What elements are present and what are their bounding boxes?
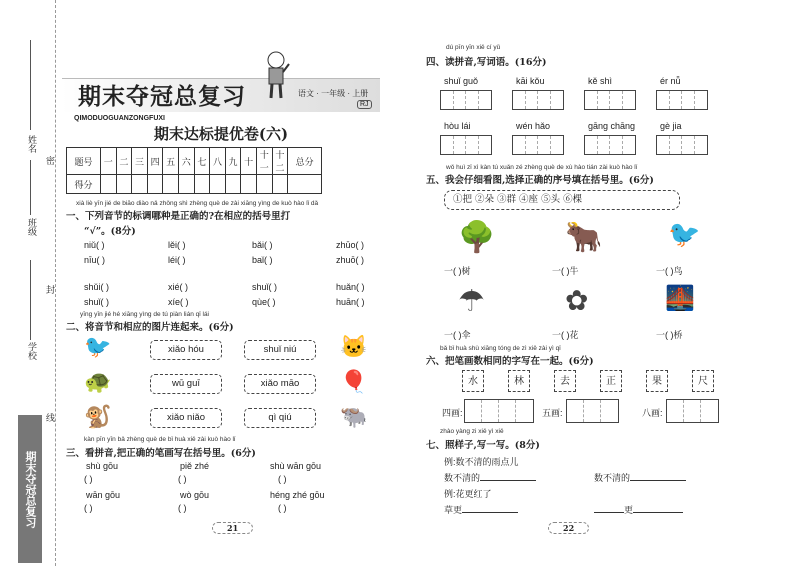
q3-paren-1[interactable]: ( ) — [84, 474, 93, 484]
q4-pinyin-word: gāng chāng — [588, 121, 636, 131]
tree-icon: 🌳 — [458, 220, 496, 255]
q1-option[interactable]: xié( ) — [168, 282, 188, 292]
five-strokes-boxes[interactable] — [566, 399, 619, 423]
score-row-label: 得分 — [67, 175, 101, 194]
q5-blank-flower[interactable]: 一( )花 — [552, 330, 579, 340]
pill-qiqiu[interactable]: qì qiú — [244, 408, 316, 428]
q4-pinyin-word: wén hǎo — [516, 121, 551, 131]
label-four-strokes: 四画: — [442, 408, 463, 418]
q1-option[interactable]: léi( ) — [168, 255, 186, 265]
score-header-cell: 六 — [178, 148, 194, 175]
pill-xiaohou[interactable]: xiǎo hóu — [150, 340, 222, 360]
score-cell[interactable] — [225, 175, 241, 194]
school-label: 学校 — [27, 342, 37, 360]
score-header-cell: 三 — [132, 148, 148, 175]
q1-option[interactable]: xíe( ) — [168, 297, 189, 307]
q1-options — [84, 240, 384, 308]
score-header-cell: 十一 — [256, 148, 272, 175]
four-strokes-boxes[interactable] — [464, 399, 534, 423]
q1-option[interactable]: shǔi( ) — [84, 282, 110, 292]
score-table — [66, 147, 322, 194]
header-title: 期末夺冠总复习 — [78, 83, 246, 109]
q3-pinyin: kàn pīn yīn bǎ zhèng què de bǐ huà xiě zài kuò hào lǐ — [84, 436, 236, 443]
name-line — [30, 40, 31, 130]
q7-example-1: 例:数不清的雨点儿 — [444, 457, 519, 467]
q6-pinyin: bǎ bǐ huà shù xiāng tóng de zì xiě zài yì qǐ — [440, 345, 561, 352]
turtle-icon: 🐢 — [84, 370, 112, 395]
header-pinyin: QIMODUOGUANZONGFUXI — [74, 115, 165, 122]
score-header-cell: 四 — [147, 148, 163, 175]
name-label: 姓名 — [27, 135, 37, 153]
q1-option[interactable]: zhūo( ) — [336, 240, 365, 250]
pill-xiaoniao[interactable]: xiǎo niǎo — [150, 408, 222, 428]
score-cell[interactable] — [288, 175, 322, 194]
q5-blank-umbrella[interactable]: 一( )伞 — [444, 330, 471, 340]
q7-pinyin: zhào yàng zi xiě yì xiě — [440, 428, 504, 435]
q7-line2b[interactable] — [594, 503, 683, 516]
class-label: 班级 — [27, 218, 37, 236]
char-zheng: 正 — [600, 370, 622, 392]
q3-item-1: shù gōu — [86, 461, 119, 471]
q4-writing-box[interactable] — [440, 90, 492, 110]
char-shui: 水 — [462, 370, 484, 392]
score-cell[interactable] — [241, 175, 257, 194]
q3-paren-3[interactable]: ( ) — [278, 474, 287, 484]
q1-option[interactable]: baǐ( ) — [252, 255, 273, 265]
page-number-21: 21 — [212, 522, 253, 534]
q1-option[interactable]: zhuō( ) — [336, 255, 365, 265]
score-header-cell: 一 — [101, 148, 117, 175]
pill-xiaomao[interactable]: xiǎo māo — [244, 374, 316, 394]
q1-option[interactable]: bǎi( ) — [252, 240, 273, 250]
bird-icon: 🐦 — [84, 335, 112, 360]
page-number-22: 22 — [548, 522, 589, 534]
score-header-cell: 五 — [163, 148, 179, 175]
score-cell[interactable] — [163, 175, 179, 194]
exam-title: 期末达标提优卷(六) — [153, 125, 289, 143]
q1-option[interactable]: lěi( ) — [168, 240, 186, 250]
q1-option[interactable]: qùe( ) — [252, 297, 276, 307]
q4-writing-box[interactable] — [584, 90, 636, 110]
q4-title: 四、读拼音,写词语。(16分) — [426, 57, 547, 68]
q4-writing-box[interactable] — [512, 135, 564, 155]
char-guo: 果 — [646, 370, 668, 392]
q7-prefix-1a: 数不清的 — [444, 473, 481, 483]
score-cell[interactable] — [116, 175, 132, 194]
q1-title-2: “√”。(8分) — [84, 226, 136, 237]
score-header-cell: 总分 — [288, 148, 322, 175]
q7-prefix-1b: 数不清的 — [594, 473, 631, 483]
q4-pinyin-word: shuǐ guǒ — [444, 76, 479, 86]
bridge-icon: 🌉 — [665, 284, 695, 312]
q7-blank-2b-pre[interactable] — [594, 512, 624, 513]
q7-prefix-2a: 草更 — [444, 505, 463, 515]
monkey-icon: 🐒 — [84, 405, 112, 430]
q3-item-3: shù wān gōu — [270, 461, 322, 471]
pill-shuiniu[interactable]: shuǐ niú — [244, 340, 316, 360]
class-line — [30, 160, 31, 215]
q7-line1a[interactable] — [444, 471, 536, 484]
pill-wugui[interactable]: wū guī — [150, 374, 222, 394]
score-cell[interactable] — [194, 175, 210, 194]
score-header-cell: 十二 — [272, 148, 288, 175]
q1-option[interactable]: huān( ) — [336, 297, 365, 307]
score-cell[interactable] — [256, 175, 272, 194]
edition-badge: RJ — [357, 100, 372, 109]
q3-item-2: piě zhé — [180, 461, 210, 471]
q3-paren-4[interactable]: ( ) — [84, 503, 93, 513]
q7-blank-2a[interactable] — [462, 512, 518, 513]
umbrella-icon: ☂ — [458, 284, 485, 319]
q1-option[interactable]: shuǐ( ) — [252, 282, 278, 292]
q3-paren-5[interactable]: ( ) — [178, 503, 187, 513]
flower-icon: ✿ — [565, 284, 589, 317]
score-cell[interactable] — [210, 175, 226, 194]
q3-item-4: wān gōu — [86, 490, 121, 500]
ox-icon: 🐂 — [565, 220, 603, 255]
q4-pinyin-word: ér nǚ — [660, 76, 681, 86]
score-header-cell: 题号 — [67, 148, 101, 175]
q4-pinyin-word: hòu lái — [444, 121, 471, 131]
q4-writing-box[interactable] — [440, 135, 492, 155]
q5-blank-ox[interactable]: 一( )牛 — [552, 266, 579, 276]
q3-item-5: wò gōu — [180, 490, 210, 500]
q1-option[interactable]: huǎn( ) — [336, 282, 365, 292]
q4-writing-box[interactable] — [512, 90, 564, 110]
score-header-cell: 二 — [116, 148, 132, 175]
seal-mi: 密 — [45, 156, 55, 165]
score-cell[interactable] — [147, 175, 163, 194]
score-header-cell: 七 — [194, 148, 210, 175]
q2-pinyin: yīng yīn jié hé xiāng yìng de tú piàn lián qǐ lái — [80, 311, 210, 318]
eight-strokes-boxes[interactable] — [666, 399, 719, 423]
score-cell[interactable] — [178, 175, 194, 194]
q5-blank-bridge[interactable]: 一( )桥 — [656, 330, 683, 340]
q3-paren-6[interactable]: ( ) — [278, 503, 287, 513]
q4-writing-box[interactable] — [584, 135, 636, 155]
label-five-strokes: 五画: — [542, 408, 563, 418]
char-qu: 去 — [554, 370, 576, 392]
q1-option[interactable]: nīu( ) — [84, 255, 106, 265]
q3-item-6: héng zhé gōu — [270, 490, 325, 500]
cat-icon: 🐱 — [340, 335, 368, 360]
q1-title: 一、下列音节的标调哪种是正确的?在相应的括号里打 — [66, 211, 291, 222]
q5-blank-bird[interactable]: 一( )鸟 — [656, 266, 683, 276]
q4-pinyin: dú pīn yīn xiě cí yǔ — [446, 44, 501, 51]
buffalo-icon: 🐃 — [340, 405, 368, 430]
q7-blank-2b[interactable] — [633, 512, 683, 513]
q1-option[interactable]: niǔ( ) — [84, 240, 105, 250]
q2-title: 二、将音节和相应的图片连起来。(6分) — [66, 322, 234, 333]
q7-blank-1b[interactable] — [630, 480, 686, 481]
q4-pinyin-word: gè jia — [660, 121, 682, 131]
q4-writing-box[interactable] — [656, 90, 708, 110]
score-header-cell: 九 — [225, 148, 241, 175]
seal-xian: 线 — [45, 413, 55, 422]
q1-option[interactable]: shuǐ( ) — [84, 297, 110, 307]
q7-line1b[interactable] — [594, 471, 686, 484]
school-line — [30, 260, 31, 340]
q7-blank-1a[interactable] — [480, 480, 536, 481]
q5-title: 五、我会仔细看图,选择正确的序号填在括号里。(6分) — [426, 175, 654, 186]
score-header-cell: 八 — [210, 148, 226, 175]
seal-feng: 封 — [45, 285, 55, 294]
balloon-icon: 🎈 — [340, 370, 368, 395]
side-logo: 期末夺冠总复习 — [18, 415, 42, 563]
score-cell[interactable] — [132, 175, 148, 194]
q6-title: 六、把笔画数相同的字写在一起。(6分) — [426, 356, 594, 367]
q5-blank-tree[interactable]: 一( )树 — [444, 266, 471, 276]
score-cell[interactable] — [272, 175, 288, 194]
score-cell[interactable] — [101, 175, 117, 194]
score-header-cell: 十 — [241, 148, 257, 175]
char-chi: 尺 — [692, 370, 714, 392]
boy-mascot-icon — [262, 50, 290, 100]
q7-example-2: 例:花更红了 — [444, 489, 492, 499]
birds-icon: 🐦 — [668, 220, 701, 250]
q1-pinyin: xià liè yīn jié de biāo diào nǎ zhǒng shì zhèng què de zài xiāng yìng de kuò hào lǐ dǎ — [76, 200, 319, 207]
char-lin: 林 — [508, 370, 530, 392]
q5-pinyin: wǒ huì zǐ xì kàn tú xuǎn zé zhèng què de xù hào tián zài kuò hào lǐ — [446, 164, 638, 171]
q4-writing-box[interactable] — [656, 135, 708, 155]
q4-pinyin-word: kāi kǒu — [516, 76, 545, 86]
q7-prefix-2b: 更 — [624, 505, 634, 515]
q5-options-box: ①把 ②朵 ③群 ④座 ⑤头 ⑥棵 — [444, 190, 680, 210]
q4-pinyin-word: kě shì — [588, 76, 613, 86]
label-eight-strokes: 八画: — [642, 408, 663, 418]
q7-line2a[interactable] — [444, 503, 518, 516]
q3-paren-2[interactable]: ( ) — [178, 474, 187, 484]
header-subtitle: 语文 · 一年级 · 上册 — [298, 89, 369, 98]
q3-title: 三、看拼音,把正确的笔画写在括号里。(6分) — [66, 448, 256, 459]
q4-word-grid — [440, 76, 740, 166]
q7-title: 七、照样子,写一写。(8分) — [426, 440, 540, 451]
